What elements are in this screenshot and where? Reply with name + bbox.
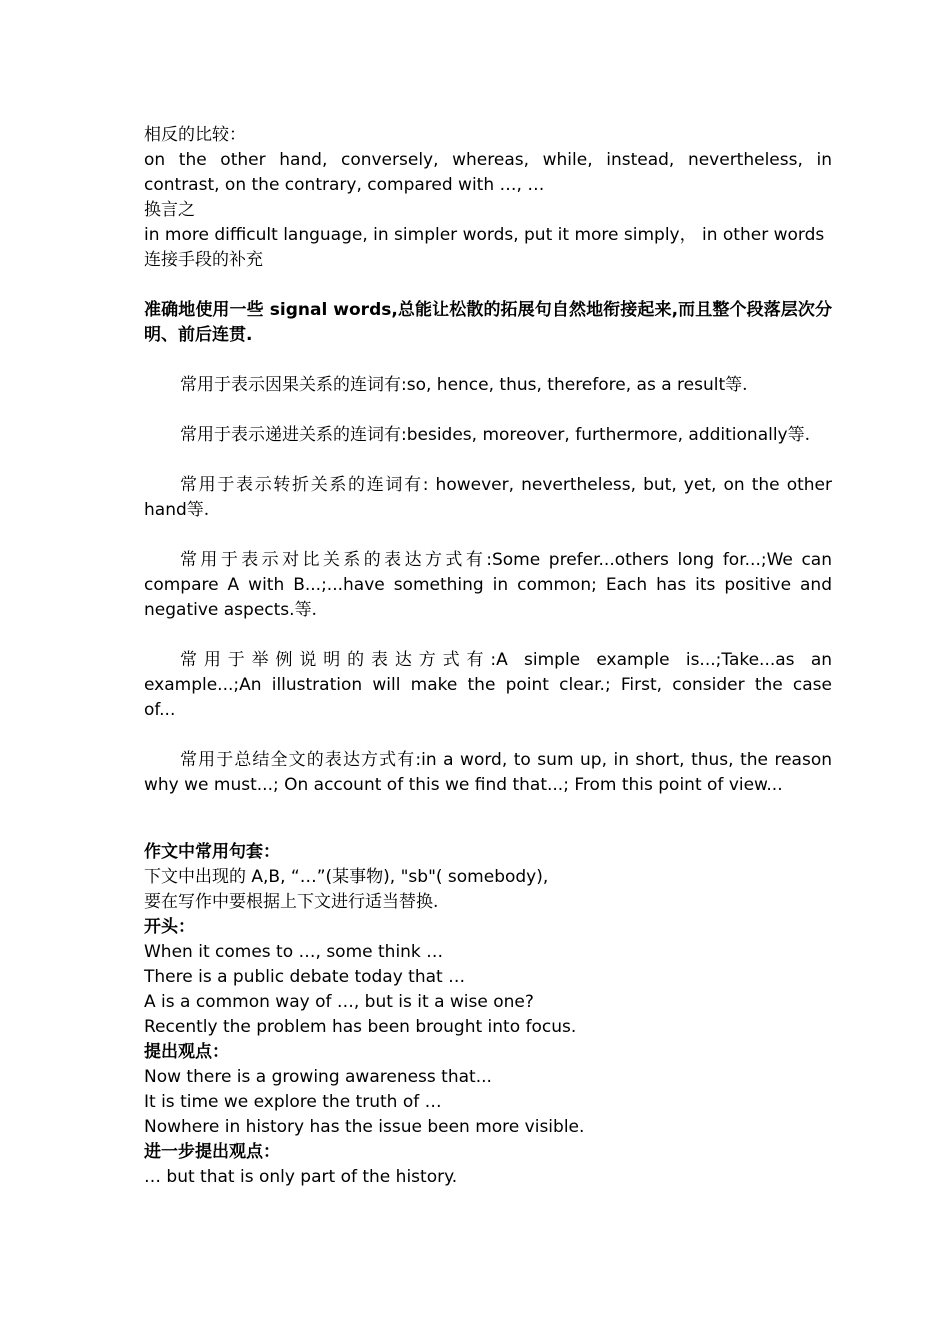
document-page [144,123,832,1190]
viewpoint-sentence: It is time we explore the truth of … [144,1092,442,1112]
spacer [144,798,832,823]
opening-sentence: Recently the problem has been brought into focus. [144,1017,577,1037]
spacer [144,273,832,298]
patterns-note-line2: 要在写作中要根据上下文进行适当替换. [144,892,439,912]
spacer [144,448,832,473]
spacer [144,523,832,548]
contrast-text: on the other hand, conversely, whereas, while, instead, nevertheless, in contrast, on the contrary, compared with …, … [144,150,832,195]
viewpoint-sentence: Now there is a growing awareness that... [144,1067,492,1087]
signal-words-intro: 准确地使用一些 signal words,总能让松散的拓展句自然地衔接起来,而且整个段落层次分明、前后连贯. [144,300,832,345]
opening-sentence: When it comes to …, some think … [144,942,444,962]
spacer [144,823,832,840]
spacer [144,723,832,748]
spacer [144,623,832,648]
opening-sentence: There is a public debate today that … [144,967,466,987]
connector-cause: 常用于表示因果关系的连词有:so, hence, thus, therefore, as a result等. [180,375,748,395]
supplement-heading: 连接手段的补充 [144,250,263,270]
viewpoint-heading: 提出观点： [144,1042,229,1062]
patterns-note-line1: 下文中出现的 A,B, “…”(某事物), "sb"( somebody), [144,867,549,887]
further-sentence: … but that is only part of the history. [144,1167,458,1187]
connector-summary: 常用于总结全文的表达方式有:in a word, to sum up, in short, thus, the reason why we must...; On account of this we find that...; From this point of view... [144,750,833,795]
patterns-heading: 作文中常用句套： [144,842,280,862]
connector-example: 常用于举例说明的表达方式有:A simple example is...;Take...as an example...;An illustration will make the point clear.; First, consider the case of... [144,650,833,720]
contrast-heading: 相反的比较： [144,125,246,145]
connector-comparison: 常用于表示对比关系的表达方式有:Some prefer...others long for...;We can compare A with B...;...have something in common; Each has its positive and negative aspects.等. [144,550,832,620]
restate-text: in more difficult language, in simpler words, put it more simply， in other words [144,225,825,245]
further-heading: 进一步提出观点： [144,1142,280,1162]
spacer [144,348,832,373]
restate-heading: 换言之 [144,200,195,220]
connector-transition: 常用于表示转折关系的连词有: however, nevertheless, but, yet, on the other hand等. [144,475,832,520]
spacer [144,398,832,423]
viewpoint-sentence: Nowhere in history has the issue been more visible. [144,1117,585,1137]
connector-progression: 常用于表示递进关系的连词有:besides, moreover, furthermore, additionally等. [180,425,811,445]
opening-sentence: A is a common way of …, but is it a wise one? [144,992,534,1012]
opening-heading: 开头： [144,917,195,937]
